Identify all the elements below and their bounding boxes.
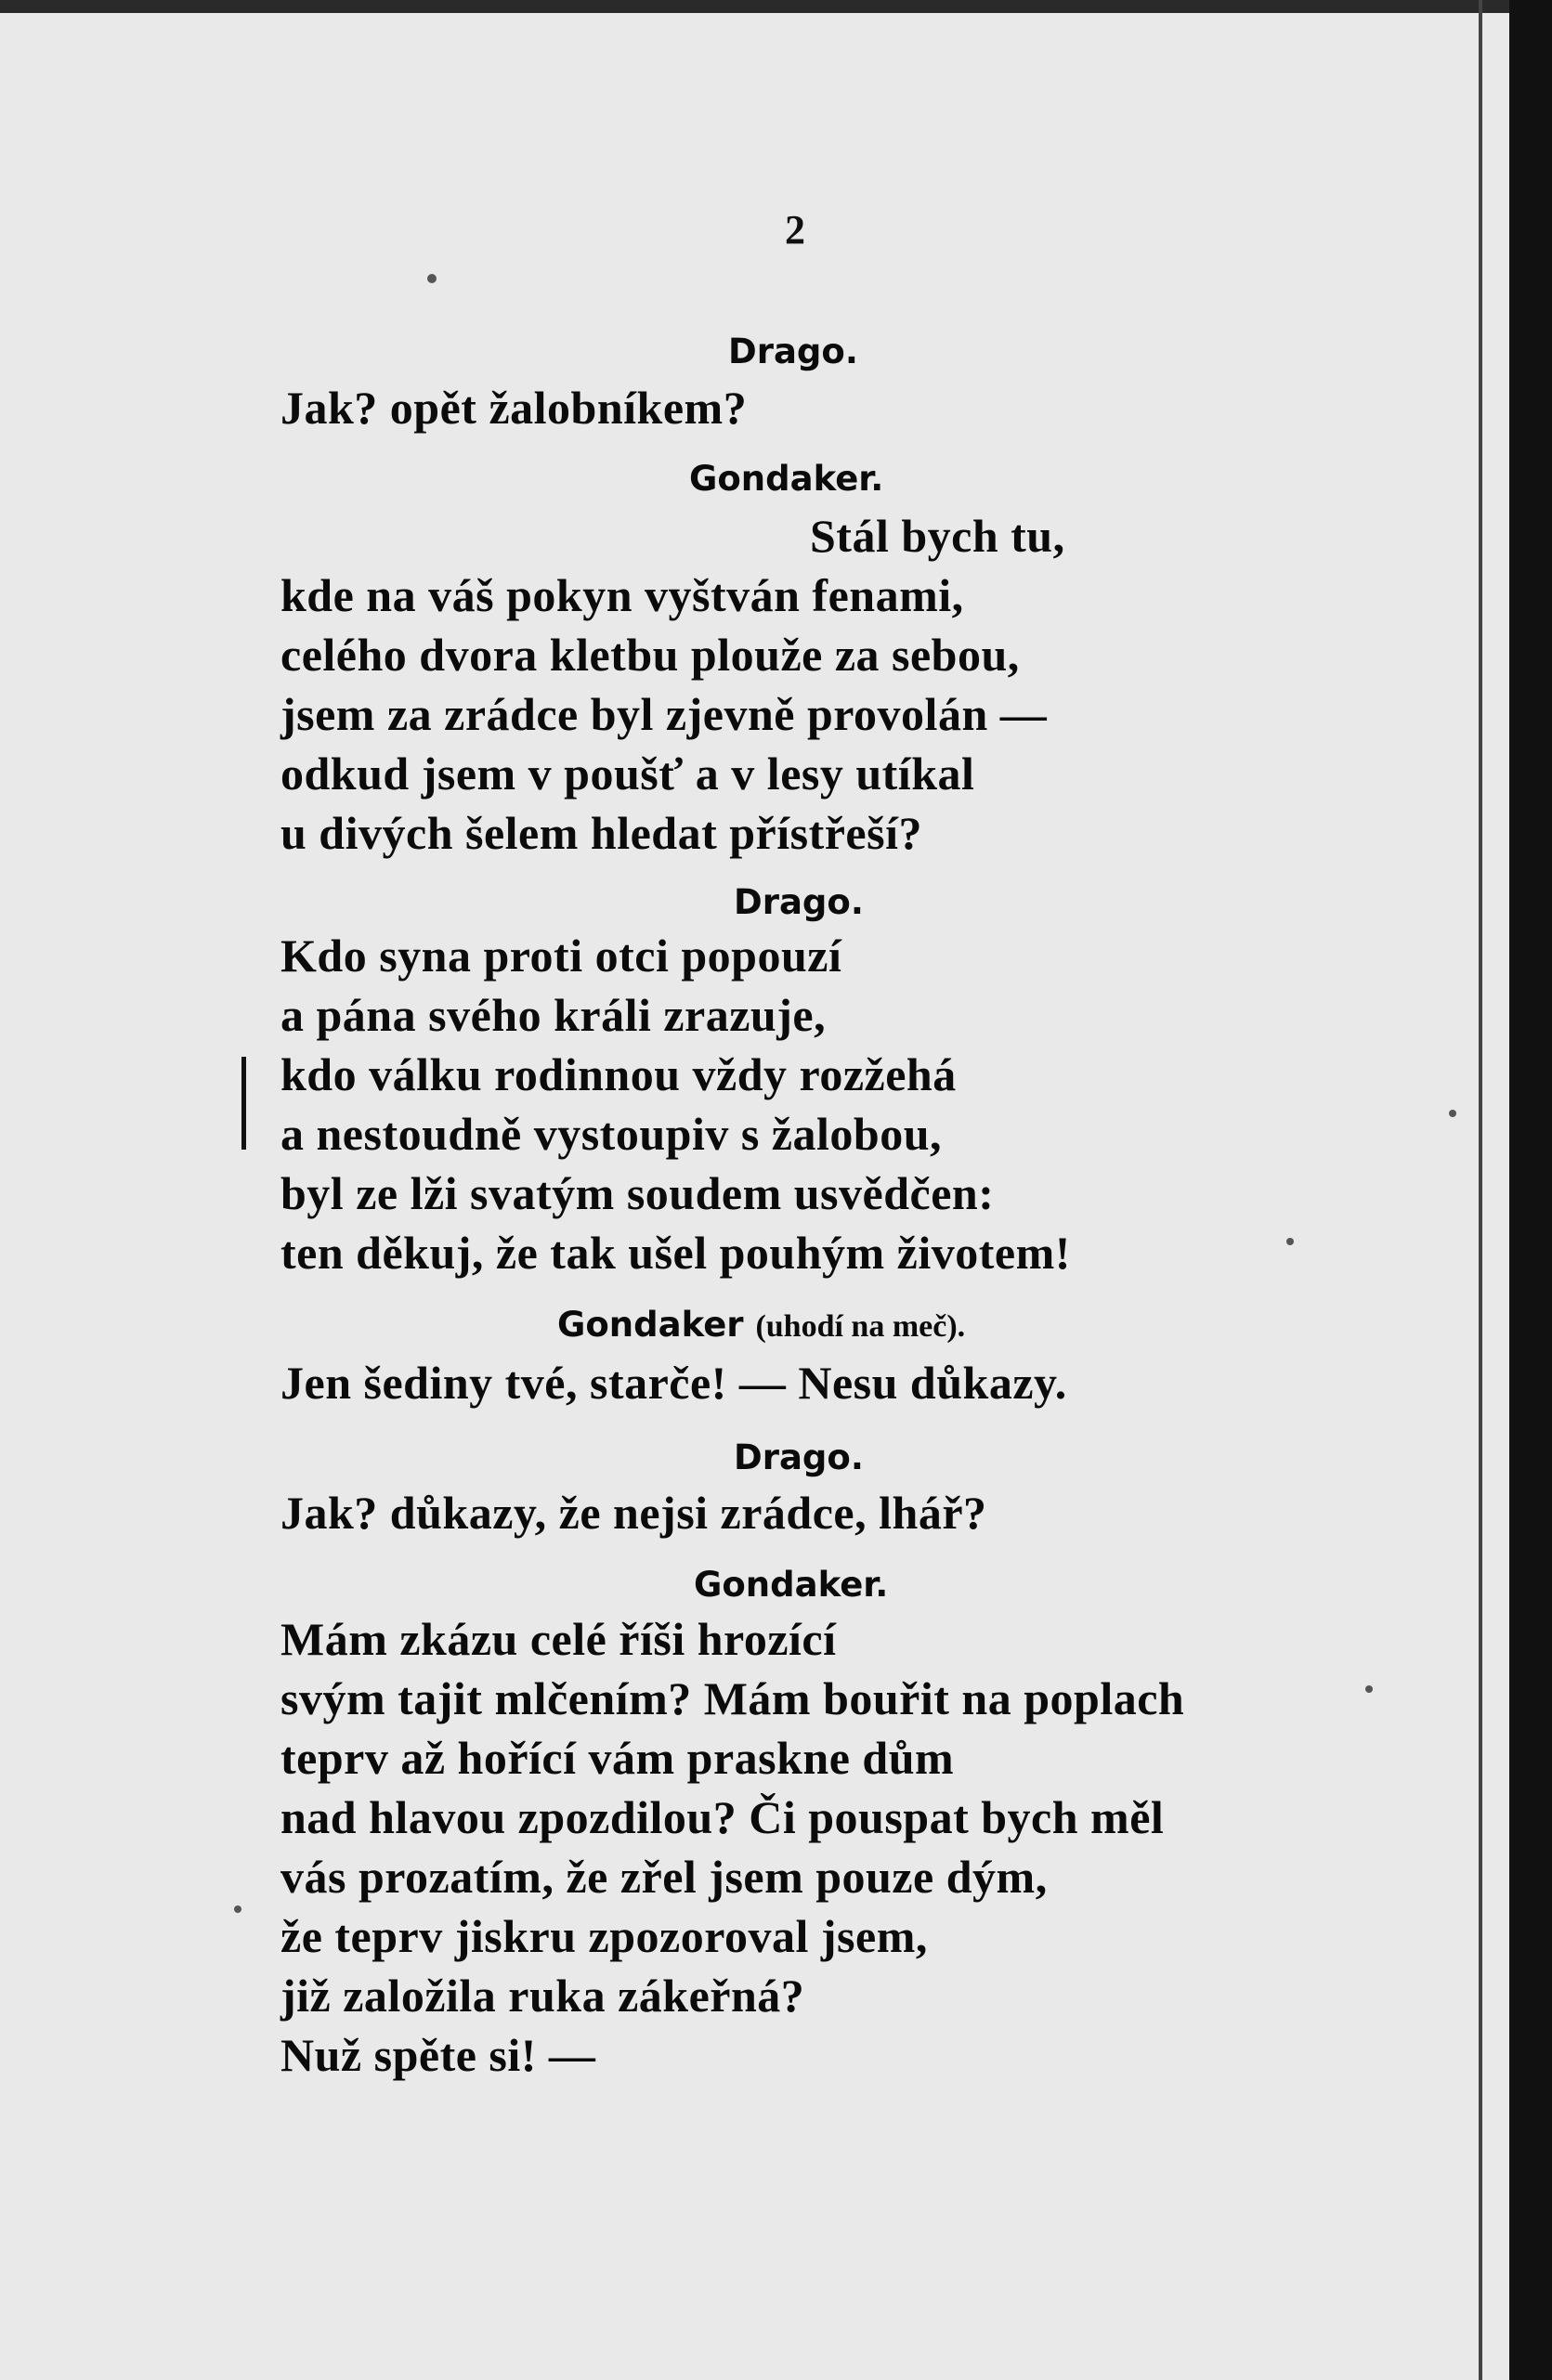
verse-line: teprv až hořící vám praskne dům	[280, 1732, 955, 1784]
scan-top-edge	[0, 0, 1523, 13]
verse-line: svým tajit mlčením? Mám bouřit na poplach	[280, 1672, 1185, 1724]
verse-line: Mám zkázu celé říši hrozící	[280, 1613, 837, 1665]
speck	[1365, 1685, 1373, 1693]
speck	[427, 274, 437, 283]
verse-line: Stál bych tu,	[810, 510, 1065, 562]
speaker-name: Drago.	[734, 882, 864, 922]
speaker-name: Drago.	[728, 332, 858, 371]
verse-line: vás prozatím, že zřel jsem pouze dým,	[280, 1851, 1048, 1903]
verse-line: Jak? opět žalobníkem?	[280, 382, 748, 434]
scan-spine-line	[1479, 0, 1482, 2380]
verse-line: nad hlavou zpozdilou? Či pouspat bych měl	[280, 1791, 1165, 1843]
speck	[1286, 1238, 1294, 1245]
verse-line: kde na váš pokyn vyštván fenami,	[280, 569, 964, 621]
verse-line: kdo válku rodinnou vždy rozžehá	[280, 1048, 957, 1100]
verse-line: Jak? důkazy, že nejsi zrádce, lhář?	[280, 1487, 987, 1539]
speaker-name: Gondaker.	[694, 1565, 889, 1605]
verse-line: odkud jsem v poušť a v lesy utíkal	[280, 748, 975, 800]
verse-line: byl ze lži svatým soudem usvědčen:	[280, 1167, 995, 1219]
verse-line: ten děkuj, že tak ušel pouhým životem!	[280, 1227, 1071, 1279]
verse-line: a pána svého králi zrazuje,	[280, 989, 827, 1041]
verse-line: již založila ruka zákeřná?	[280, 1970, 805, 2022]
verse-line: celého dvora kletbu plouže za sebou,	[280, 629, 1020, 681]
margin-mark	[241, 1057, 246, 1150]
speaker-name: Drago.	[734, 1437, 864, 1477]
verse-line: a nestoudně vystoupiv s žalobou,	[280, 1108, 942, 1160]
verse-line: Jen šediny tvé, starče! — Nesu důkazy.	[280, 1357, 1067, 1409]
speck	[234, 1905, 241, 1913]
verse-line: u divých šelem hledat přístřeší?	[280, 807, 922, 859]
verse-line: Nuž spěte si! —	[280, 2029, 596, 2081]
page-number: 2	[785, 207, 805, 253]
verse-line: jsem za zrádce byl zjevně provolán —	[280, 688, 1048, 740]
speck	[1449, 1110, 1456, 1117]
verse-line: Kdo syna proti otci popouzí	[280, 930, 842, 982]
speaker-heading	[557, 1305, 965, 1345]
speaker-name: Gondaker	[557, 1305, 744, 1345]
speaker-name: Gondaker.	[689, 459, 884, 499]
verse-line: že teprv jiskru zpozoroval jsem,	[280, 1910, 928, 1962]
stage-direction: (uhodí na meč).	[755, 1309, 966, 1344]
scan-right-edge	[1509, 0, 1552, 2380]
